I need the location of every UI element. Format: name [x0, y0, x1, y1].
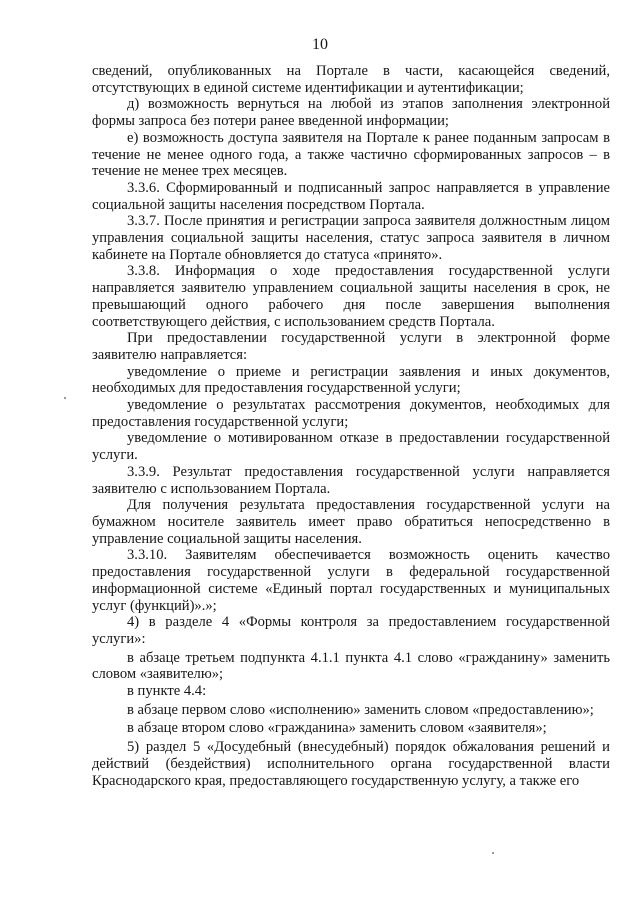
paragraph: При предоставлении государственной услуги в электронной форме заявителю направляется: — [92, 330, 610, 363]
page-number: 10 — [312, 36, 328, 53]
scan-speck — [492, 852, 494, 854]
paragraph: уведомление о мотивированном отказе в предоставлении государственной услуги. — [92, 430, 610, 464]
paragraph: 5) раздел 5 «Досудебный (внесудебный) порядок обжалования решений и действий (бездействия) исполнительного органа государственной власти Краснодарского края, предоставляющего государственную услугу, а также его — [92, 739, 610, 789]
paragraph: в абзаце первом слово «исполнению» заменить словом «предоставлению»; — [127, 701, 594, 718]
paragraph: 4) в разделе 4 «Формы контроля за предоставлением государственной услуги»: — [92, 614, 610, 647]
scan-speck — [64, 397, 66, 399]
paragraph: д) возможность вернуться на любой из этапов заполнения электронной формы запроса без потери ранее введенной информации; — [92, 96, 610, 130]
document-body — [92, 63, 610, 789]
paragraph: е) возможность доступа заявителя на Портале к ранее поданным запросам в течение не менее одного года, а также частично сформированных запросов – в течение не менее трех месяцев. — [92, 129, 610, 180]
paragraph: в абзаце втором слово «гражданина» заменить словом «заявителя»; — [127, 720, 547, 737]
paragraph: 3.3.8. Информация о ходе предоставления государственной услуги направляется заявителю управлением социальной защиты населения в срок, не превышающий одного рабочего дня после завершения выполнения соответствующего действия, с использованием средств Портала. — [92, 263, 610, 330]
paragraph: в абзаце третьем подпункта 4.1.1 пункта 4.1 слово «гражданину» заменить словом «заявителю»; — [92, 649, 610, 683]
paragraph: сведений, опубликованных на Портале в части, касающейся сведений, отсутствующих в единой системе идентификации и аутентификации; — [92, 63, 610, 96]
paragraph: 3.3.10. Заявителям обеспечивается возможность оценить качество предоставления государственной услуги в федеральной государственной информационной системе «Единый портал государственных и муниципальных услуг (функций)».»; — [92, 547, 610, 614]
paragraph: 3.3.9. Результат предоставления государственной услуги направляется заявителю с использованием Портала. — [92, 463, 610, 497]
paragraph: в пункте 4.4: — [127, 683, 207, 700]
paragraph: уведомление о приеме и регистрации заявления и иных документов, необходимых для предоставления государственной услуги; — [92, 363, 610, 397]
paragraph: Для получения результата предоставления государственной услуги на бумажном носителе заявитель имеет право обратиться непосредственно в управление социальной защиты населения. — [92, 497, 610, 547]
paragraph: уведомление о результатах рассмотрения документов, необходимых для предоставления государственной услуги; — [92, 397, 610, 430]
paragraph: 3.3.6. Сформированный и подписанный запрос направляется в управление социальной защиты населения посредством Портала. — [92, 179, 610, 213]
paragraph: 3.3.7. После принятия и регистрации запроса заявителя должностным лицом управления социальной защиты населения, статус запроса заявителя в личном кабинете на Портале обновляется до статуса «принято». — [92, 213, 610, 263]
